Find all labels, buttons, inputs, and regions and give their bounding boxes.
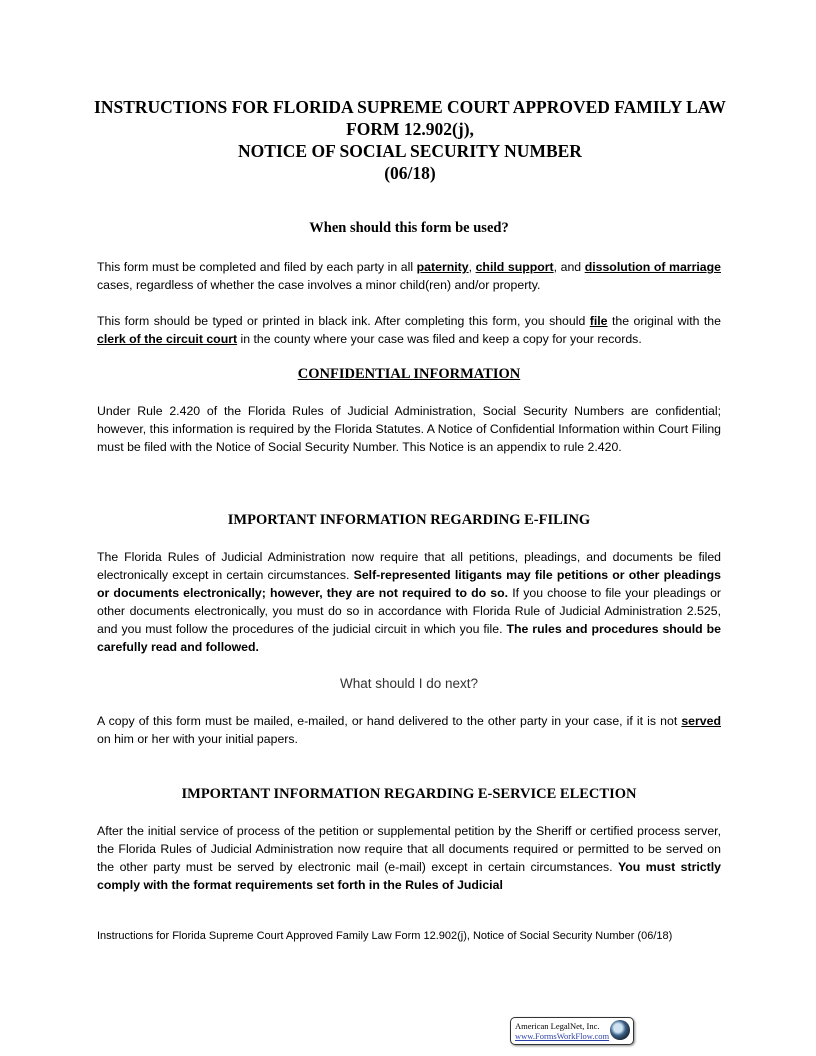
- text-segment: This form should be typed or printed in black ink. After completing this form, you should: [97, 314, 590, 328]
- title-line: FORM 12.902(j),: [346, 119, 474, 139]
- document-title: [80, 96, 740, 184]
- paragraph-next: [97, 712, 721, 748]
- text-segment: in the county where your case was filed and keep a copy for your records.: [237, 332, 642, 347]
- text-segment: This form must be completed and filed by each party in all: [97, 260, 417, 274]
- title-line: (06/18): [384, 163, 436, 183]
- paragraph-filing: [97, 312, 721, 348]
- text-segment: , and: [553, 260, 585, 274]
- text-segment: A copy of this form must be mailed, e-mailed, or hand delivered to the other party in your case, if it is not: [97, 714, 682, 728]
- text-segment: You must strictly comply with the format requirements set forth in the Rules of Judicial: [97, 860, 721, 893]
- text-segment: The rules and procedures should be carefully read and followed.: [97, 622, 721, 655]
- underlined-term: clerk of the circuit court: [97, 332, 238, 347]
- paragraph-usage: [97, 258, 721, 294]
- text-segment: ,: [468, 260, 476, 274]
- text-segment: on him or her with your initial papers.: [97, 732, 298, 747]
- underlined-term: served: [681, 714, 721, 728]
- paragraph-confidential: [97, 402, 721, 456]
- text-segment: Under Rule 2.420 of the Florida Rules of Judicial Administration, Social Security Numbers are confidential; however, this information is required by the Florida Statutes. A Notice of Confidential Information within Court Filing must be filed with the Notice of Social Security Number. This Notice is an appendix to rule 2.420.: [97, 404, 721, 455]
- title-line: INSTRUCTIONS FOR FLORIDA SUPREME COURT APPROVED FAMILY LAW: [94, 97, 726, 117]
- confidential-heading-text: CONFIDENTIAL INFORMATION: [297, 366, 521, 382]
- efiling-heading: IMPORTANT INFORMATION REGARDING E-FILING: [227, 512, 591, 528]
- eservice-heading: IMPORTANT INFORMATION REGARDING E-SERVICE ELECTION: [181, 786, 637, 802]
- globe-icon: [610, 1020, 630, 1040]
- paragraph-efiling: [97, 548, 721, 657]
- text-segment: The Florida Rules of Judicial Administration now require that all petitions, pleadings, and documents be filed electronically except in certain circumstances.: [97, 550, 721, 583]
- next-heading: What should I do next?: [339, 676, 479, 691]
- text-segment: After the initial service of process of the petition or supplemental petition by the Sheriff or certified process server, the Florida Rules of Judicial Administration now require that all documents required or permitted to be served on the other party must be served by electronic mail (e-mail) except in certain circumstances.: [97, 824, 721, 875]
- underlined-term: paternity: [416, 260, 469, 274]
- logo-name: American LegalNet, Inc.: [515, 1021, 600, 1031]
- paragraph-eservice: [97, 822, 721, 894]
- underlined-term: child support: [475, 260, 554, 274]
- page-footer: Instructions for Florida Supreme Court Approved Family Law Form 12.902(j), Notice of Social Security Number (06/18): [97, 930, 673, 942]
- text-segment: Self-represented litigants may file petitions or other pleadings or documents electronically; however, they are not required to do so.: [97, 568, 722, 601]
- text-segment: the original with the: [607, 314, 721, 328]
- confidential-heading: [97, 366, 721, 383]
- text-segment: cases, regardless of whether the case involves a minor child(ren) and/or property.: [97, 278, 541, 293]
- title-line: NOTICE OF SOCIAL SECURITY NUMBER: [238, 141, 582, 161]
- underlined-term: dissolution of marriage: [584, 260, 721, 274]
- when-heading: When should this form be used?: [309, 220, 509, 236]
- underlined-term: file: [589, 314, 608, 328]
- logo-url[interactable]: www.FormsWorkFlow.com: [515, 1031, 610, 1041]
- text-segment: If you choose to file your pleadings or other documents electronically, you must do so in accordance with Florida Rule of Judicial Administration 2.525, and you must follow the procedures of the judicial circuit in which you file.: [97, 586, 722, 637]
- american-legalnet-logo[interactable]: [510, 1017, 634, 1045]
